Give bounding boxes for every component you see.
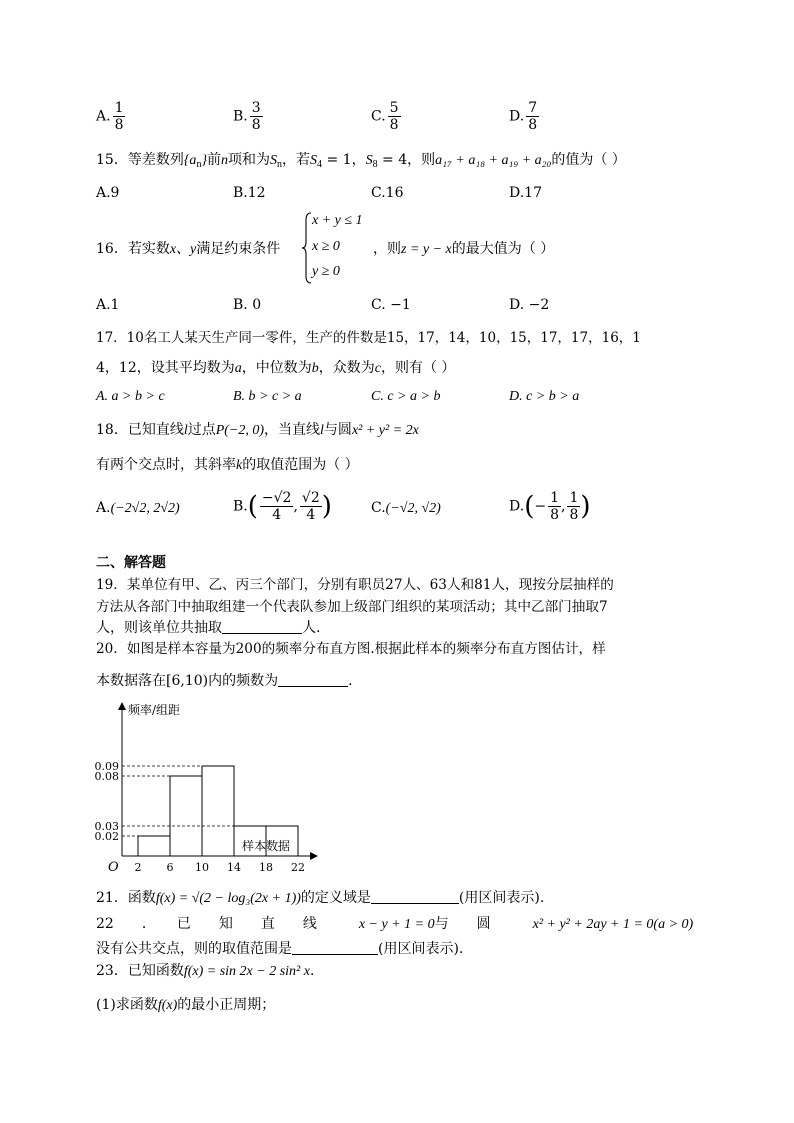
q19-answer-blank[interactable]	[222, 619, 302, 634]
q16-option-c: C. −1	[371, 297, 411, 313]
q15-option-a: A.9	[96, 185, 120, 201]
q16-stem-tail: ，则z = y − x的最大值为（ ）	[373, 241, 555, 257]
q18-stem-line2: 有两个交点时，其斜率k的取值范围为（ ）	[96, 457, 359, 473]
q15-option-b: B.12	[233, 185, 266, 201]
q22-answer-blank[interactable]	[292, 940, 378, 955]
histogram-bar	[170, 776, 202, 856]
q23-stem: 23．已知函数f(x) = sin 2x − 2 sin² x.	[96, 963, 315, 979]
q21-answer-blank[interactable]	[371, 889, 459, 904]
q22-line1: 22 ． 已 知 直 线 x − y + 1 = 0与 圆 x² + y² + 2ay + 1 = 0(a > 0)	[96, 916, 694, 932]
q20-line2: 本数据落在[6,10)内的频数为 .	[96, 673, 353, 689]
q16-constraint-1: x + y ≤ 1	[312, 213, 363, 228]
y-axis-label: 频率/组距	[128, 703, 181, 717]
q18-option-d: D.(− $\frac{1}{8}$ , $\frac{1}{8}$ )	[509, 490, 591, 523]
histogram-bar	[202, 766, 234, 856]
q17-option-a: A. a > b > c	[96, 389, 165, 404]
y-tick-label: 0.09	[94, 760, 119, 773]
q14-option-a: A. $\frac{1}{8}$	[96, 100, 124, 133]
q17-option-c: C. c > a > b	[371, 389, 441, 404]
y-tick-label: 0.02	[94, 830, 119, 843]
y-tick-label: 0.08	[94, 770, 119, 783]
frequency-histogram	[92, 696, 332, 876]
x-tick-label: 10	[195, 861, 209, 874]
q15-stem: 15．等差数列$\{a_n\}$前n项和为$S_n$，若$S_4 = 1$，$S_8 = 4$，则a₁₇ + a₁₈ + a₁₉ + a₂₀的值为（ ）	[96, 152, 626, 170]
q15-option-d: D.17	[509, 185, 542, 201]
x-tick-label: 14	[227, 861, 241, 874]
q17-stem-line2: 4，12，设其平均数为a，中位数为b，众数为c，则有（ ）	[96, 360, 456, 376]
q19-line3: 人，则该单位共抽取 人.	[96, 620, 321, 636]
q20-line1: 20．如图是样本容量为200的频率分布直方图.根据此样本的频率分布直方图估计，样	[96, 641, 606, 657]
x-tick-label: 6	[166, 861, 174, 874]
q16-stem: 16．若实数x、y满足约束条件	[96, 241, 281, 257]
q15-option-c: C.16	[371, 185, 404, 201]
q16-constraint-2: x ≥ 0	[312, 239, 340, 254]
x-tick-label: 22	[291, 861, 305, 874]
q14-option-b: B. $\frac{3}{8}$	[233, 100, 261, 133]
q20-answer-blank[interactable]	[278, 672, 348, 687]
q17-option-d: D. c > b > a	[509, 389, 580, 404]
q16-constraint-3: y ≥ 0	[312, 264, 340, 279]
q21-stem: 21．函数f(x) = √(2 − log₃(2x + 1))的定义域是 (用区间表示).	[96, 890, 545, 906]
q18-option-c: C.(−√2, √2)	[371, 500, 441, 516]
q18-option-b: B.( $\frac{-√2}{4}$ , $\frac{√2}{4}$ )	[233, 490, 332, 523]
x-tick-label: 2	[134, 861, 142, 874]
origin-label: O	[108, 860, 119, 875]
q18-option-a: A.(−2√2, 2√2)	[96, 500, 180, 516]
q19-line1: 19．某单位有甲、乙、丙三个部门，分别有职员27人、63人和81人，现按分层抽样的	[96, 577, 614, 593]
q23-part1: (1)求函数f(x)的最小正周期；	[96, 997, 276, 1013]
y-tick-label: 0.03	[94, 820, 119, 833]
x-tick-label: 18	[259, 861, 273, 874]
histogram-bar	[138, 836, 170, 856]
q16-option-d: D. −2	[509, 297, 550, 313]
section-heading: 二、解答题	[96, 555, 166, 571]
q14-option-c: C. $\frac{5}{8}$	[371, 100, 399, 133]
q16-option-a: A.1	[96, 297, 120, 313]
q18-stem-line1: 18．已知直线l过点P(−2, 0)，当直线l与圆x² + y² = 2x	[96, 422, 419, 438]
q14-option-d: D. $\frac{7}{8}$	[509, 100, 538, 133]
x-axis-label: 样本数据	[242, 839, 291, 853]
q17-option-b: B. b > c > a	[233, 389, 302, 404]
q16-option-b: B. 0	[233, 297, 262, 313]
q19-line2: 方法从各部门中抽取组建一个代表队参加上级部门组织的某项活动；其中乙部门抽取7	[96, 599, 608, 615]
q22-line2: 没有公共交点，则的取值范围是 (用区间表示).	[96, 941, 464, 957]
q17-stem-line1: 17．10名工人某天生产同一零件，生产的件数是15，17，14，10，15，17，17，16，1	[96, 330, 641, 346]
q16-brace	[302, 212, 312, 284]
